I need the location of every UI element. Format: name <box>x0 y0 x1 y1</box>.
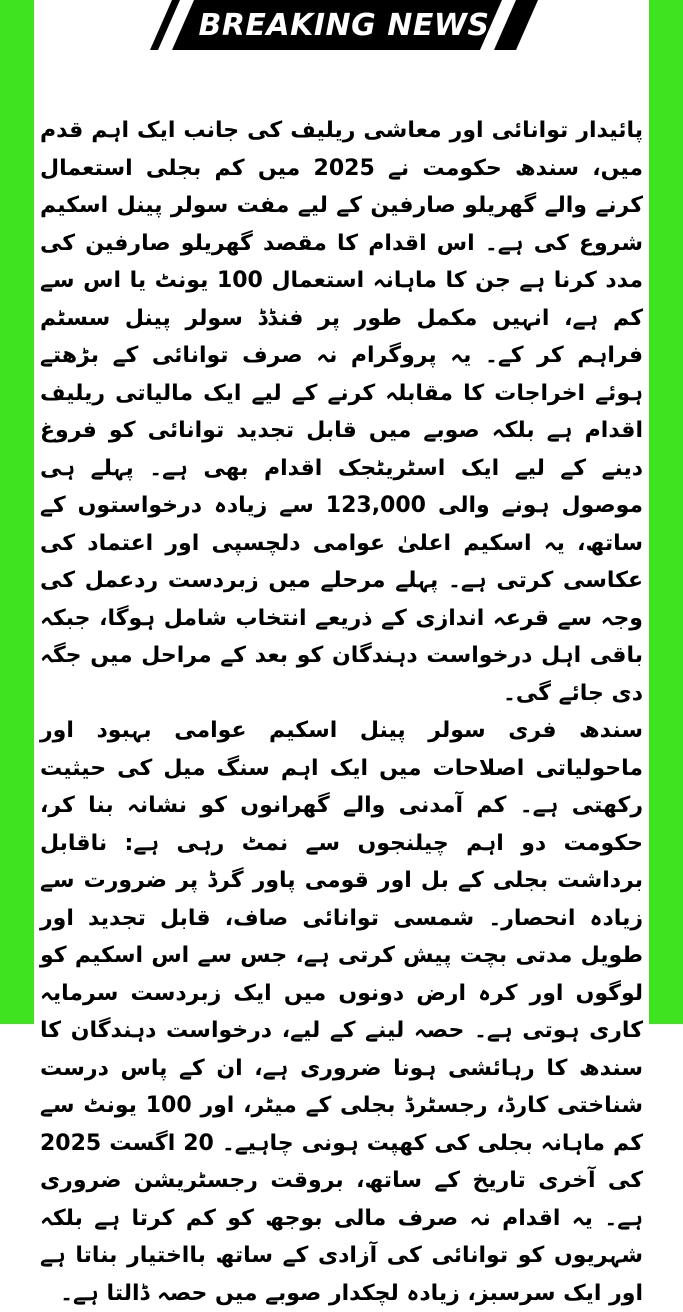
article-body <box>40 112 643 1312</box>
article-paragraph-1: پائیدار توانائی اور معاشی ریلیف کی جانب ایک اہم قدم میں، سندھ حکومت نے 2025 میں کم بجلی استعمال کرنے والے گھریلو صارفین کے لیے مفت سولر پینل اسکیم شروع کی ہے۔ اس اقدام کا مقصد گھریلو صارفین کی مدد کرنا ہے جن کا ماہانہ استعمال 100 یونٹ یا اس سے کم ہے، انہیں مکمل طور پر فنڈڈ سولر پینل سسٹم فراہم کر کے۔ یہ پروگرام نہ صرف توانائی کے بڑھتے ہوئے اخراجات کا مقابلہ کرنے کے لیے ایک مالیاتی ریلیف اقدام ہے بلکہ صوبے میں قابل تجدید توانائی کو فروغ دینے کے لیے ایک اسٹریٹجک اقدام بھی ہے۔ پہلے ہی موصول ہونے والی 123,000 سے زیادہ درخواستوں کے ساتھ، یہ اسکیم اعلیٰ عوامی دلچسپی اور اعتماد کی عکاسی کرتی ہے۔ پہلے مرحلے میں زبردست ردعمل کی وجہ سے قرعہ اندازی کے ذریعے انتخاب شامل ہوگا، جبکہ باقی اہل درخواست دہندگان کو بعد کے مراحل میں جگہ دی جائے گی۔ <box>40 118 644 706</box>
breaking-news-banner <box>150 0 538 50</box>
article-paragraph-2: سندھ فری سولر پینل اسکیم عوامی بہبود اور ماحولیاتی اصلاحات میں ایک اہم سنگ میل کی حیثیت رکھتی ہے۔ کم آمدنی والے گھرانوں کو نشانہ بنا کر، حکومت دو اہم چیلنجوں سے نمٹ رہی ہے: ناقابل برداشت بجلی کے بل اور قومی پاور گرڈ پر ضرورت سے زیادہ انحصار۔ شمسی توانائی صاف، قابل تجدید اور طویل مدتی بچت پیش کرتی ہے، جس سے اس اسکیم کو لوگوں اور کرہ ارض دونوں میں ایک زبردست سرمایہ کاری ہوتی ہے۔ حصہ لینے کے لیے، درخواست دہندگان کا سندھ کا رہائشی ہونا ضروری ہے، ان کے پاس درست شناختی کارڈ، رجسٹرڈ بجلی کے میٹر، اور 100 یونٹ سے کم ماہانہ بجلی کی کھپت ہونی چاہیے۔ 20 اگست 2025 کی آخری تاریخ کے ساتھ، بروقت رجسٹریشن ضروری ہے۔ یہ اقدام نہ صرف مالی بوجھ کو کم کرتا ہے بلکہ شہریوں کو توانائی کی آزادی کے ساتھ بااختیار بناتا ہے اور ایک سرسبز، زیادہ لچکدار صوبے میں حصہ ڈالتا ہے۔ <box>40 718 644 1306</box>
banner-title: BREAKING NEWS <box>198 7 490 43</box>
right-green-border <box>649 0 683 1024</box>
left-green-border <box>0 0 34 1024</box>
